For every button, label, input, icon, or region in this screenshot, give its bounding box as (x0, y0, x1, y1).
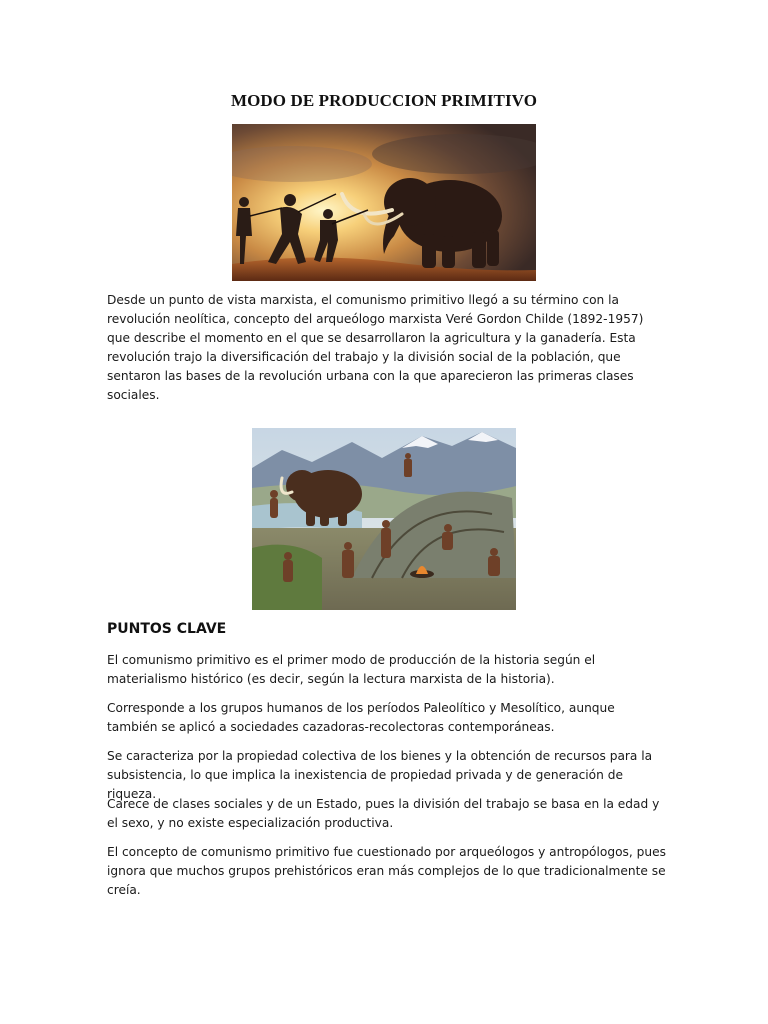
key-points-heading: PUNTOS CLAVE (107, 621, 227, 637)
intro-paragraph: Desde un punto de vista marxista, el comunismo primitivo llegó a su término con la revolución neolítica, concepto del arqueólogo marxista Veré Gordon Childe (1892-1957) que describe el momento en el que se desarrollaron la agricultura y la ganadería. Esta revolución trajo la diversificación del trabajo y la división social de la población, que sentaron las bases de la revolución urbana con la que aparecieron las primeras clases sociales. (107, 293, 644, 402)
key-point: Corresponde a los grupos humanos de los períodos Paleolítico y Mesolítico, aunque también se aplicó a sociedades cazadoras-recolectoras contemporáneas. (107, 701, 615, 734)
mammoth-hunt-image (232, 124, 536, 281)
prehistoric-camp-image (252, 428, 516, 610)
key-point: Carece de clases sociales y de un Estado, pues la división del trabajo se basa en la edad y el sexo, y no existe especialización productiva. (107, 797, 660, 830)
key-point: El comunismo primitivo es el primer modo de producción de la historia según el materialismo histórico (es decir, según la lectura marxista de la historia). (107, 653, 596, 686)
key-point: Se caracteriza por la propiedad colectiva de los bienes y la obtención de recursos para la subsistencia, lo que implica la inexistencia de propiedad privada y de generación de riqueza. (107, 749, 653, 801)
page-title: MODO DE PRODUCCION PRIMITIVO (230, 91, 538, 110)
key-point: El concepto de comunismo primitivo fue cuestionado por arqueólogos y antropólogos, pues ignora que muchos grupos prehistóricos eran más complejos de lo que tradicionalmente se creía. (107, 845, 666, 897)
